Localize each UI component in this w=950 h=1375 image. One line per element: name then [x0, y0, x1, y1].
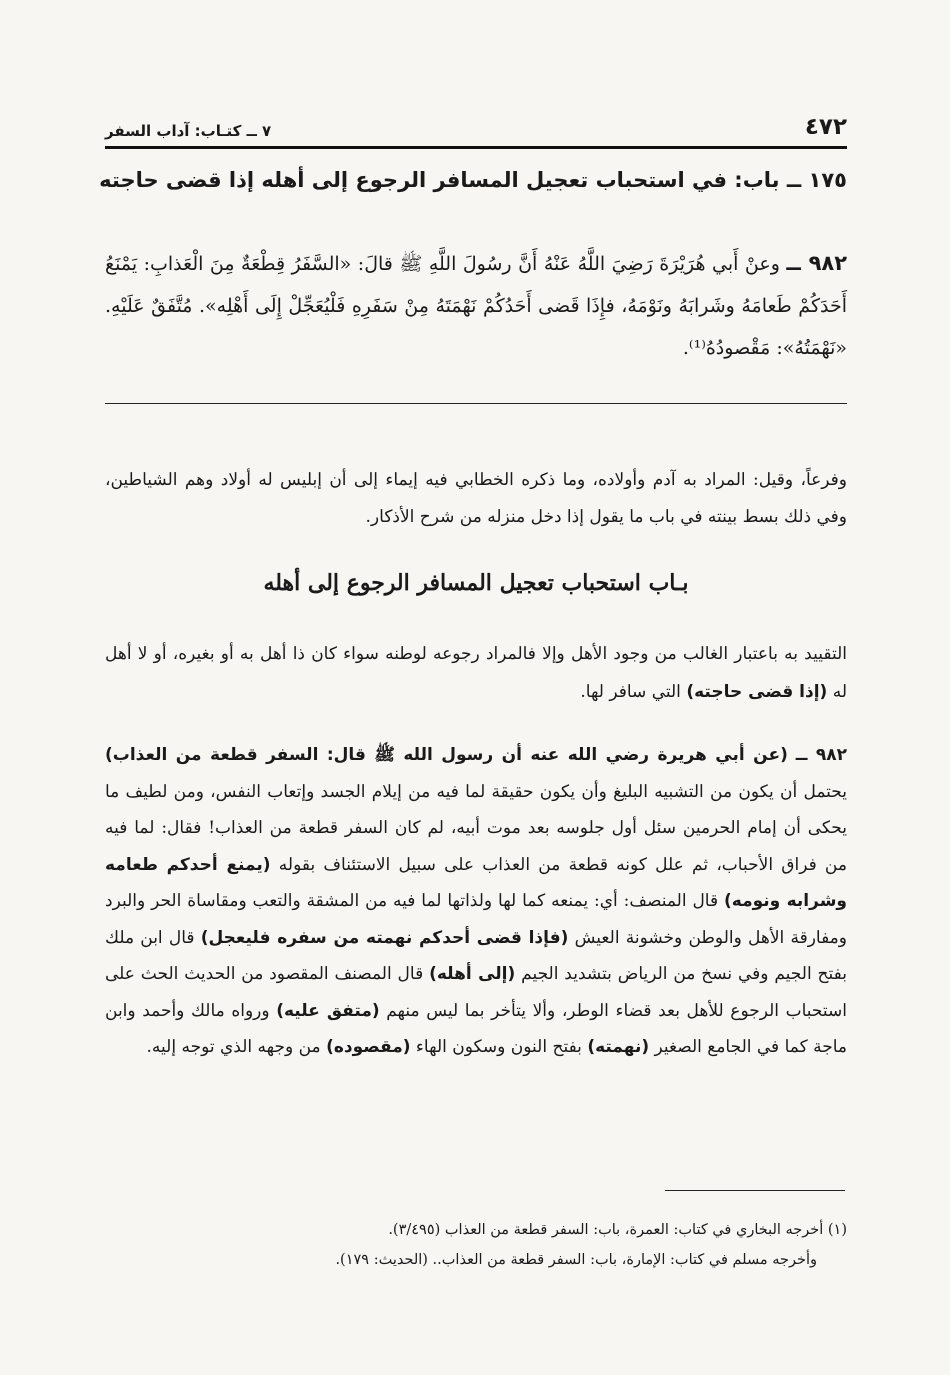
footnote-line: وأخرجه مسلم في كتاب: الإمارة، باب: السفر قطعة من العذاب.. (الحديث: ١٧٩). — [335, 1252, 817, 1268]
header-rule — [105, 146, 847, 149]
section-heading: بـاب استحباب تعجيل المسافر الرجوع إلى أهله — [263, 570, 689, 596]
hadith-number: ٩٨٢ ــ — [786, 251, 848, 275]
sharh-paragraph — [105, 737, 847, 1066]
intro-block — [105, 635, 847, 711]
page-header — [105, 104, 847, 140]
sharh-quote: (نهمته) — [587, 1037, 650, 1057]
sharh-quote: (متفق عليه) — [276, 1000, 380, 1021]
hadith-text-block — [105, 242, 847, 369]
sharh-number: ٩٨٢ ــ — [795, 745, 847, 765]
chapter-heading: ١٧٥ ــ باب: في استحباب تعجيل المسافر الرجوع إلى أهله إذا قضى حاجته — [99, 168, 847, 192]
intro-bold: (إذا قضى حاجته) — [686, 682, 828, 702]
sharh-text: قال المصنف المقصود من الحديث الحث على استحباب الرجوع للأهل بعد قضاء الوطر، وألا يتأخر بما ليس منهم — [105, 964, 847, 1021]
intro-text-1: التقييد به باعتبار الغالب من وجود الأهل وإلا فالمراد رجوعه لوطنه سواء كان ذا أهل به أو بغيره، أو لا أهل له — [105, 644, 847, 702]
section-divider — [105, 403, 847, 404]
page-number: ٤٧٢ — [804, 114, 847, 140]
sharh-text: يحتمل أن يكون من التشبيه البليغ وأن يكون حقيقة لما فيه من إيلام الجسد وإتعاب النفس، ومن لطيف ما يحكى أن إمام الحرمين سئل أول جلوسه بعد موت أبيه، لم كان السفر قطعة من العذاب! فقال: لما فيه من فراق الأحباب، ثم علل كونه قطعة من العذاب على سبيل الاستئناف بقوله — [105, 781, 847, 875]
hadith-text: وعنْ أَبي هُرَيْرَةَ رَضِيَ اللَّهُ عَنْهُ أَنَّ رسُولَ اللَّهِ ﷺ قالَ: «السَّفَرُ قِطْعَةٌ مِنَ الْعَذابِ: يَمْنَعُ أَحَدَكُمْ طَعامَهُ وشَرابَهُ ونَوْمَهُ، فإِذَا قَضى أَحَدُكُمْ نَهْمَتَهُ مِنْ سَفَرِهِ فَلْيُعَجِّلْ إِلَى أَهْلِه». مُتَّفَقٌ عَلَيْهِ. «نَهْمَتُهُ»: مَقْصودُهُ⁽¹⁾. — [105, 253, 847, 359]
commentary-top — [105, 462, 847, 536]
running-title: ٧ ــ كتـاب: آداب السفر — [105, 122, 272, 140]
commentary-paragraph: وفرعاً، وقيل: المراد به آدم وأولاده، وما ذكره الخطابي فيه إيماء إلى أن إبليس له أولاد وهم الشياطين، وفي ذلك بسط بينته في باب ما يقول إذا دخل منزله من شرح الأذكار. — [105, 470, 847, 527]
sharh-quote: (فإذا قضى أحدكم نهمته من سفره فليعجل) — [200, 927, 569, 948]
sharh-text: ورواه مالك وأحمد وابن ماجة كما في الجامع الصغير — [105, 1000, 847, 1057]
sharh-text: بفتح النون وسكون الهاء — [410, 1037, 588, 1057]
sharh-text: قال ابن ملك بفتح الجيم وفي نسخ من الرياض بتشديد الجيم — [105, 927, 847, 984]
sharh-block — [105, 737, 847, 1066]
sharh-quote: (مقصوده) — [326, 1037, 411, 1057]
footnote-line: (١) أخرجه البخاري في كتاب: العمرة، باب: السفر قطعة من العذاب (٣/٤٩٥). — [388, 1222, 847, 1238]
sharh-quote: (إلى أهله) — [429, 964, 516, 984]
sharh-text: قال المنصف: أي: يمنعه كما لها ولذاتها لما فيه من المشقة والتعب ومقاساة الحر والبرد ومفارقة الأهل والوطن وخشونة العيش — [105, 891, 847, 948]
sharh-quote: (يمنع أحدكم طعامه وشرابه ونومه) — [105, 854, 847, 911]
sharh-quote: (عن أبي هريرة رضي الله عنه أن رسول الله ﷺ قال: السفر قطعة من العذاب) — [105, 745, 788, 765]
intro-paragraph — [105, 635, 847, 711]
footnote-divider — [665, 1190, 845, 1191]
footnotes — [105, 1215, 847, 1275]
intro-text-2: التي سافر لها. — [580, 682, 687, 702]
sharh-text: من وجهه الذي توجه إليه. — [146, 1037, 327, 1057]
